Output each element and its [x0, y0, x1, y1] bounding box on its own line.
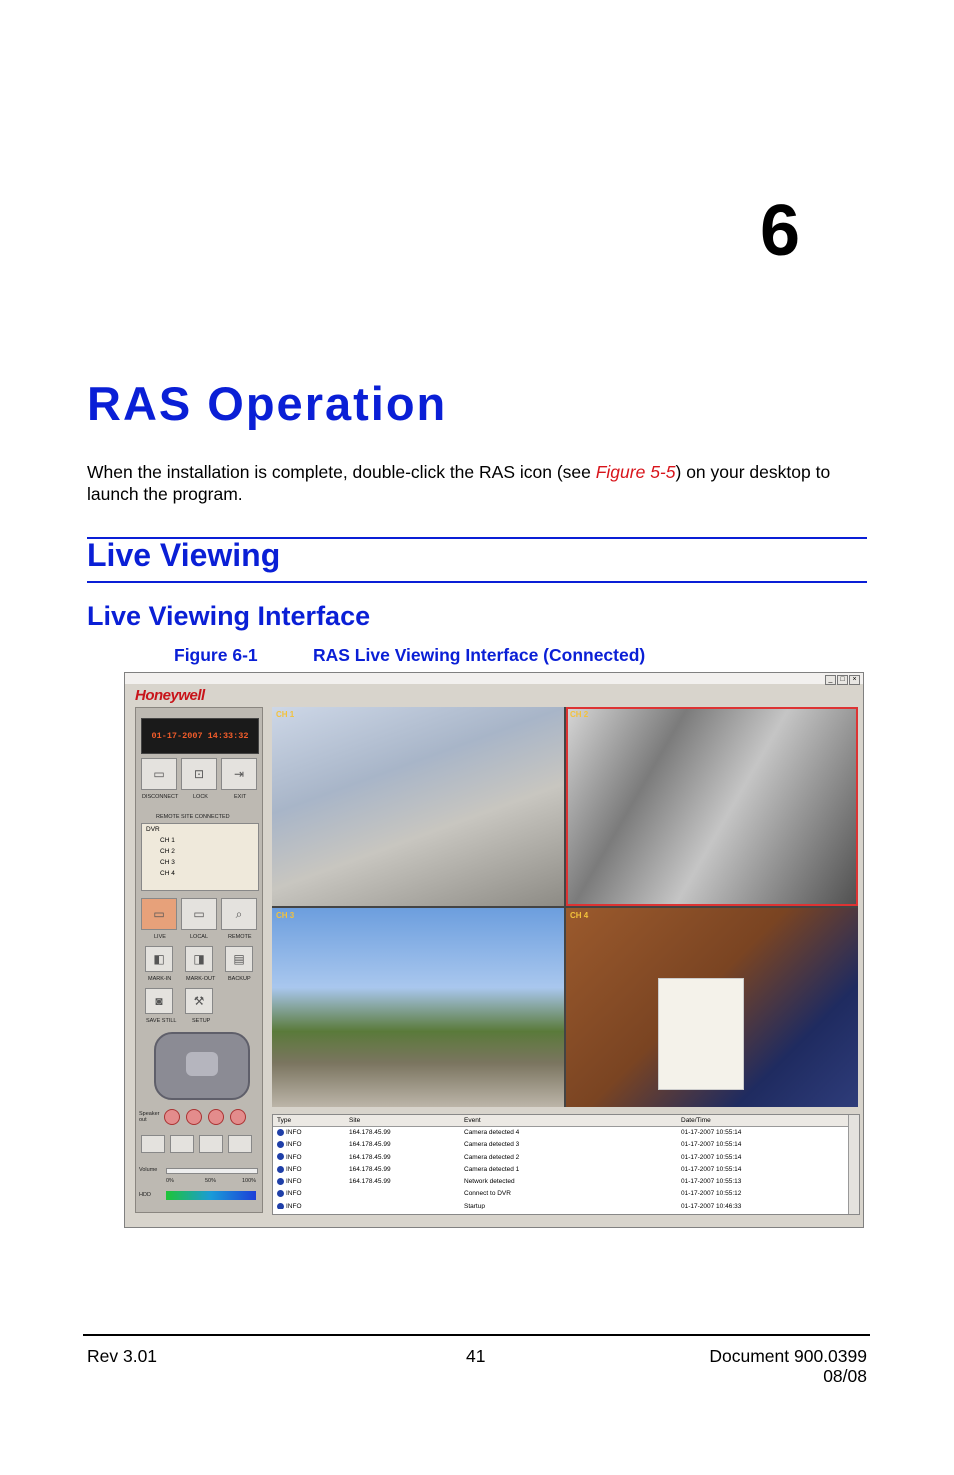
tree-ch4[interactable]: CH 4 [160, 870, 175, 877]
local-icon: ▭ [193, 907, 205, 921]
channel-label-4: CH 4 [570, 911, 589, 920]
speaker-icon[interactable] [141, 1135, 165, 1153]
event-text: Camera detected 3 [464, 1141, 520, 1149]
event-text: Camera detected 4 [464, 1129, 520, 1136]
info-icon [277, 1203, 284, 1209]
honeywell-logo: Honeywell [135, 687, 205, 704]
mark-out-icon: ◨ [193, 952, 205, 966]
info-icon [277, 1166, 284, 1173]
maximize-icon[interactable]: □ [837, 675, 848, 685]
clock-display: 01-17-2007 14:33:32 [141, 718, 259, 754]
close-icon[interactable]: × [849, 675, 860, 685]
remote-site-label: REMOTE SITE CONNECTED [156, 814, 230, 820]
control-panel [135, 707, 263, 1213]
backup-icon: ▤ [233, 952, 245, 966]
speaker-ch4-button[interactable] [230, 1109, 246, 1125]
channel-label-3: CH 3 [276, 911, 295, 920]
event-site: 164.178.45.99 [349, 1153, 391, 1161]
disconnect-label: DISCONNECT [142, 794, 179, 800]
remote-label: REMOTE [228, 934, 252, 940]
footer-document [690, 1346, 867, 1386]
local-label: LOCAL [190, 934, 209, 940]
backup-label: BACKUP [228, 976, 251, 982]
event-text: Camera detected 2 [464, 1153, 520, 1161]
mark-in-button[interactable] [145, 946, 173, 972]
event-row[interactable] [273, 1152, 859, 1164]
event-type: INFO [286, 1178, 302, 1186]
lock-label: LOCK [193, 794, 208, 800]
info-icon [277, 1129, 284, 1136]
event-log-header [273, 1115, 859, 1127]
event-site [349, 1201, 464, 1209]
hdd-label: HDD [139, 1192, 151, 1198]
event-site: 164.178.45.99 [349, 1141, 391, 1149]
event-text: Startup [464, 1202, 485, 1209]
footer-document-number: Document 900.0399 [709, 1346, 867, 1366]
camera-view-1[interactable] [272, 707, 564, 906]
ptz-joystick[interactable] [154, 1032, 250, 1100]
figure-number: Figure 6-1 [174, 645, 258, 665]
camera-view-4[interactable] [566, 908, 858, 1107]
channel-label-2: CH 2 [570, 710, 589, 719]
backup-button[interactable] [225, 946, 253, 972]
event-text: Connect to DVR [464, 1190, 511, 1198]
setup-button[interactable] [185, 988, 213, 1014]
footer-document-date: 08/08 [823, 1366, 867, 1386]
intro-text-before: When the installation is complete, double-click the RAS icon (see [87, 462, 596, 482]
event-time: 01-17-2007 10:46:33 [681, 1202, 742, 1209]
intro-paragraph [87, 461, 867, 505]
info-icon [277, 1153, 284, 1160]
footer-page-number: 41 [466, 1346, 486, 1366]
exit-icon: ⇥ [233, 767, 245, 781]
event-type: INFO [286, 1141, 302, 1149]
figure-title: RAS Live Viewing Interface (Connected) [313, 645, 646, 665]
camera-grid [272, 707, 858, 1107]
ras-screenshot [124, 672, 864, 1228]
subsection-heading: Live Viewing Interface [87, 601, 371, 631]
tree-ch2[interactable]: CH 2 [160, 848, 175, 855]
live-label: LIVE [154, 934, 166, 940]
disconnect-button[interactable] [141, 758, 177, 790]
volume-label: Volume [139, 1167, 158, 1173]
event-text: Network detected [464, 1178, 515, 1186]
speaker-ch2-button[interactable] [186, 1109, 202, 1125]
exit-label: EXIT [234, 794, 247, 800]
tree-ch3[interactable]: CH 3 [160, 859, 175, 866]
save-still-label: SAVE STILL [146, 1018, 177, 1024]
event-row[interactable] [273, 1127, 859, 1139]
mark-out-label: MARK-OUT [186, 976, 216, 982]
figure-link[interactable]: Figure 5-5 [595, 462, 676, 482]
lock-icon: ⊡ [193, 767, 205, 781]
footer-revision: Rev 3.01 [87, 1346, 158, 1366]
event-type: INFO [286, 1129, 302, 1136]
event-row[interactable] [273, 1188, 859, 1200]
tools-icon: ⚒ [193, 994, 205, 1008]
speaker-label: Speaker out [139, 1111, 160, 1123]
chapter-title: RAS Operation [87, 377, 448, 430]
remote-button[interactable] [221, 898, 257, 930]
mark-in-icon: ◧ [153, 952, 165, 966]
event-text: Camera detected 1 [464, 1165, 520, 1173]
volume-tick-0: 0% [166, 1178, 174, 1184]
footer-rule [83, 1334, 870, 1336]
tree-dvr[interactable]: DVR [146, 826, 160, 833]
single-view-button[interactable] [170, 1135, 194, 1153]
event-site: 164.178.45.99 [349, 1129, 391, 1136]
channel-label-1: CH 1 [276, 710, 295, 719]
quad-view-button[interactable] [199, 1135, 223, 1153]
event-time: 01-17-2007 10:55:14 [681, 1165, 742, 1173]
event-type: INFO [286, 1153, 302, 1161]
event-time: 01-17-2007 10:55:12 [681, 1190, 742, 1198]
event-type: INFO [286, 1190, 302, 1198]
mark-out-button[interactable] [185, 946, 213, 972]
camera-icon: ◙ [155, 994, 163, 1008]
live-button[interactable] [141, 898, 177, 930]
lock-button[interactable] [181, 758, 217, 790]
speaker-ch1-button[interactable] [164, 1109, 180, 1125]
ptz-center-icon[interactable] [186, 1052, 218, 1076]
window-titlebar [125, 673, 863, 684]
event-row[interactable] [273, 1139, 859, 1151]
event-time: 01-17-2007 10:55:14 [681, 1153, 742, 1161]
col-event[interactable]: Event [464, 1117, 481, 1124]
exit-button[interactable] [221, 758, 257, 790]
event-time: 01-17-2007 10:55:14 [681, 1129, 742, 1136]
speaker-ch3-button[interactable] [208, 1109, 224, 1125]
event-type: INFO [286, 1165, 302, 1173]
info-icon [277, 1141, 284, 1148]
cycle-button[interactable] [228, 1135, 252, 1153]
event-row[interactable] [273, 1164, 859, 1176]
col-type[interactable]: Type [277, 1117, 292, 1124]
setup-label: SETUP [192, 1018, 211, 1024]
volume-tick-50: 50% [205, 1178, 217, 1184]
section-rule-bottom [87, 581, 867, 583]
live-icon: ▭ [153, 907, 165, 921]
event-site: 164.178.45.99 [349, 1178, 391, 1186]
site-tree [141, 823, 259, 891]
col-site[interactable]: Site [349, 1117, 361, 1124]
camera-scene-card [658, 978, 744, 1090]
info-icon [277, 1190, 284, 1197]
event-type: INFO [286, 1202, 302, 1209]
local-button[interactable] [181, 898, 217, 930]
figure-caption [174, 645, 645, 666]
monitor-icon: ▭ [153, 767, 165, 781]
hdd-meter [166, 1191, 256, 1200]
col-datetime[interactable]: Date/Time [681, 1117, 711, 1124]
event-log-scrollbar[interactable] [848, 1115, 859, 1214]
chapter-number: 6 [760, 191, 801, 271]
save-still-button[interactable] [145, 988, 173, 1014]
minimize-icon[interactable]: _ [825, 675, 836, 685]
info-icon [277, 1178, 284, 1185]
tree-ch1[interactable]: CH 1 [160, 837, 175, 844]
intro-text-after: ) on your desktop to launch the program. [87, 462, 831, 504]
remote-icon: ⌕ [235, 906, 243, 921]
event-row[interactable] [273, 1176, 859, 1188]
event-site [349, 1188, 464, 1200]
event-row[interactable] [273, 1201, 859, 1209]
event-log [272, 1114, 860, 1215]
event-time: 01-17-2007 10:55:13 [681, 1178, 742, 1186]
volume-tick-100: 100% [242, 1178, 257, 1184]
mark-in-label: MARK-IN [148, 976, 172, 982]
camera-view-3[interactable] [272, 908, 564, 1107]
section-heading: Live Viewing [87, 537, 281, 573]
event-time: 01-17-2007 10:55:14 [681, 1141, 742, 1149]
event-site: 164.178.45.99 [349, 1165, 391, 1173]
camera-view-2[interactable] [566, 707, 858, 906]
volume-slider[interactable] [166, 1168, 258, 1174]
